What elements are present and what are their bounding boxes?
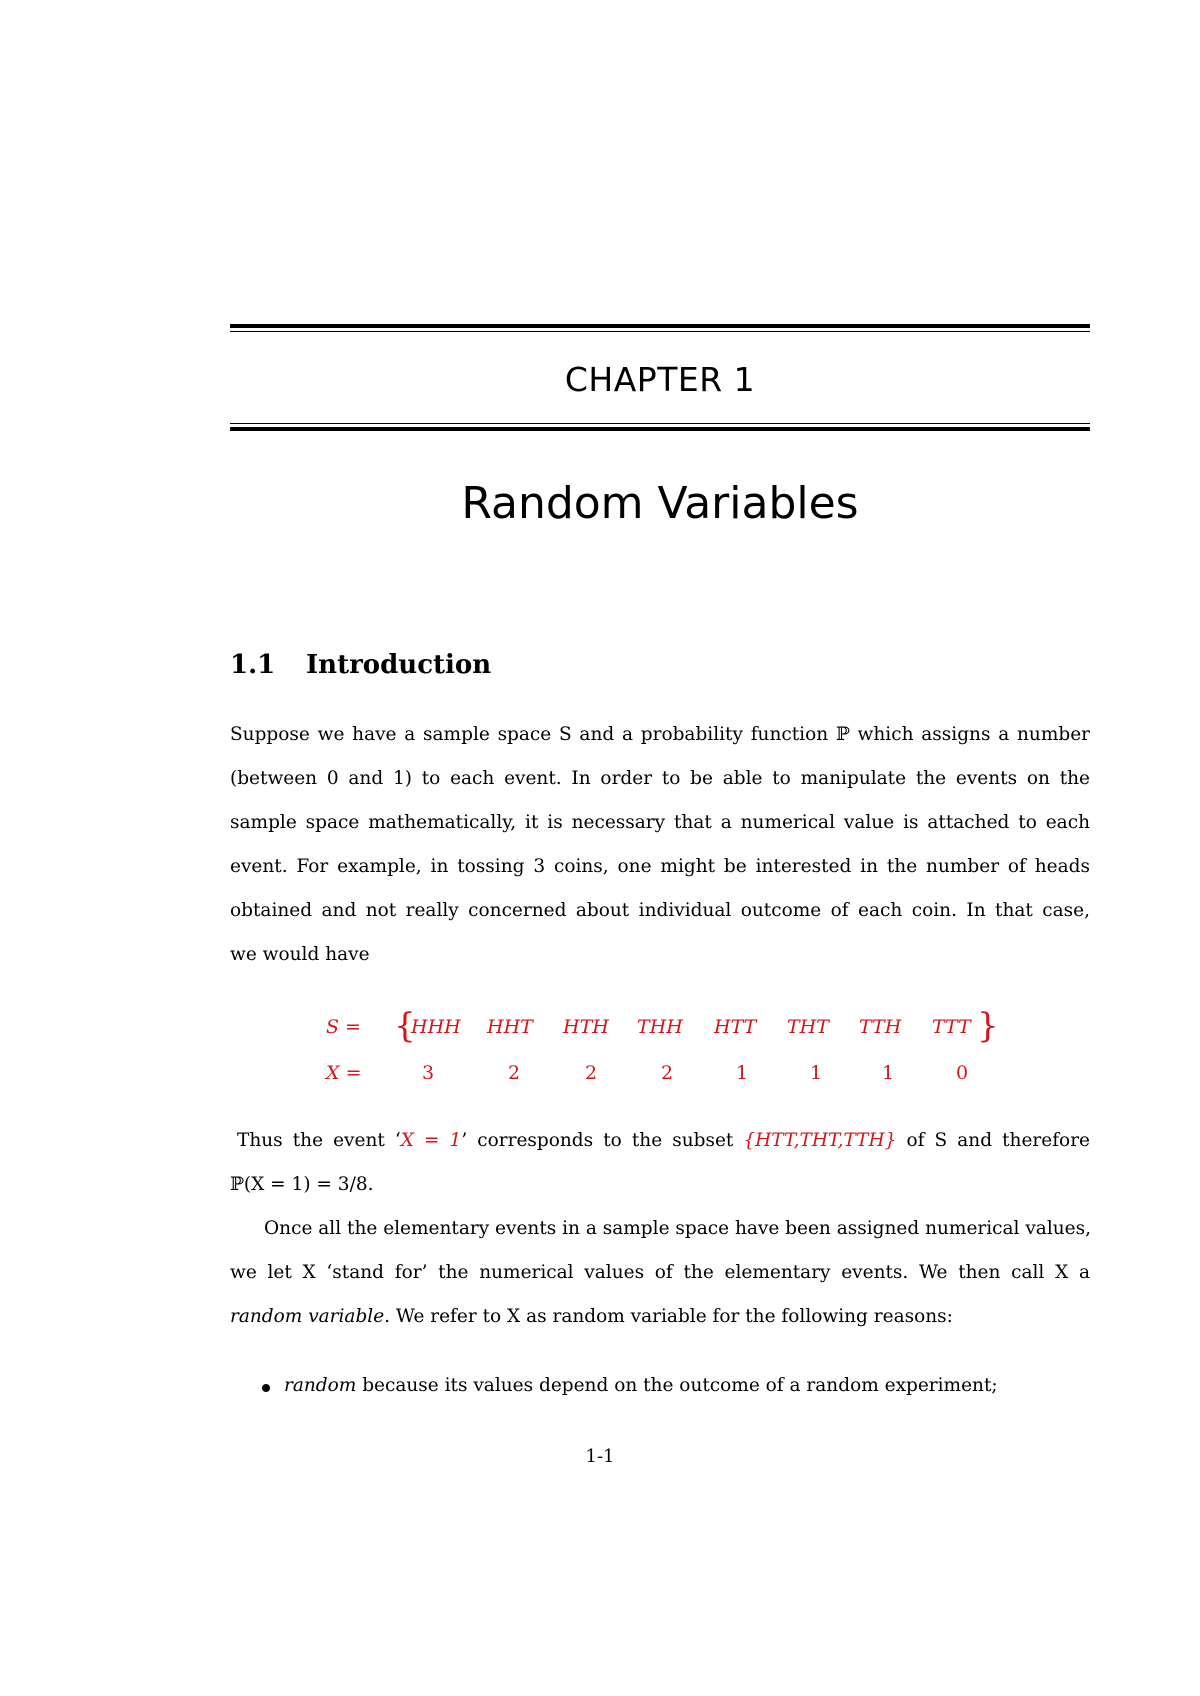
probability-result: ℙ(X = 1) = 3/8. [230,1174,374,1195]
equation-value: 0 [956,1062,969,1084]
equation-outcome: HHT [487,1016,533,1038]
equation-outcome: TTH [859,1016,902,1038]
event-expression: X = 1 [400,1130,462,1151]
equation-right-brace: } [977,1006,999,1046]
rv-line-3-rest: . We refer to X as random variable for the following reasons: [384,1306,953,1327]
rv-term-random-variable: random variable [230,1306,385,1327]
intro-line-6: we would have [230,944,370,965]
equation-value: 2 [508,1062,521,1084]
page-number: 1-1 [585,1446,615,1467]
bullet-icon [262,1384,270,1392]
equation-outcome: HTT [714,1016,757,1038]
equation-left-brace: { [394,1006,416,1046]
equation-sample-space-row [0,1006,1200,1046]
equation-value: 1 [736,1062,749,1084]
bullet-term: random [284,1375,357,1396]
equation-outcome: HHH [411,1016,461,1038]
equation-value: 3 [422,1062,435,1084]
intro-line-3: sample space mathematically, it is necessary that a numerical value is attached to each [230,812,1090,833]
chapter-rule-top-thick [230,324,1090,328]
equation-outcome: HTH [563,1016,609,1038]
event-text-c: of S and therefore [896,1130,1090,1151]
event-text-b: ’ corresponds to the subset [461,1130,744,1151]
rv-line-1: Once all the elementary events in a sample space have been assigned numerical values, [264,1218,1091,1239]
equation-value: 1 [882,1062,895,1084]
chapter-label: CHAPTER 1 [564,360,756,399]
chapter-rule-bottom-thin [230,423,1090,424]
equation-outcome: TTT [932,1016,971,1038]
bullet-line [284,1375,1090,1396]
intro-line-1: Suppose we have a sample space S and a probability function ℙ which assigns a number [230,724,1090,745]
equation-value: 2 [661,1062,674,1084]
section-title: Introduction [306,650,492,680]
intro-line-5: obtained and not really concerned about individual outcome of each coin. In that case, [230,900,1090,921]
chapter-rule-bottom-thick [230,427,1090,431]
chapter-title: Random Variables [461,478,859,529]
rv-line-3 [230,1306,1090,1327]
intro-line-2: (between 0 and 1) to each event. In order to be able to manipulate the events on the [230,768,1090,789]
equation-value: 1 [810,1062,823,1084]
intro-line-4: event. For example, in tossing 3 coins, one might be interested in the number of heads [230,856,1090,877]
equation-x-label: X = [326,1062,362,1084]
chapter-rule-top-thin [230,331,1090,332]
equation-outcome: THT [787,1016,829,1038]
event-subset: {HTT,THT,TTH} [743,1130,897,1151]
equation-random-variable-row [0,1062,1200,1092]
equation-outcome: THH [637,1016,683,1038]
event-line-1 [237,1130,1090,1151]
bullet-rest: because its values depend on the outcome of a random experiment; [356,1375,998,1396]
rv-line-2: we let X ‘stand for’ the numerical values of the elementary events. We then call X a [230,1262,1090,1283]
section-number: 1.1 [230,650,276,680]
section-heading [230,650,491,680]
equation-value: 2 [585,1062,598,1084]
event-text-a: Thus the event ‘ [237,1130,401,1151]
equation-s-label: S = [326,1016,361,1038]
